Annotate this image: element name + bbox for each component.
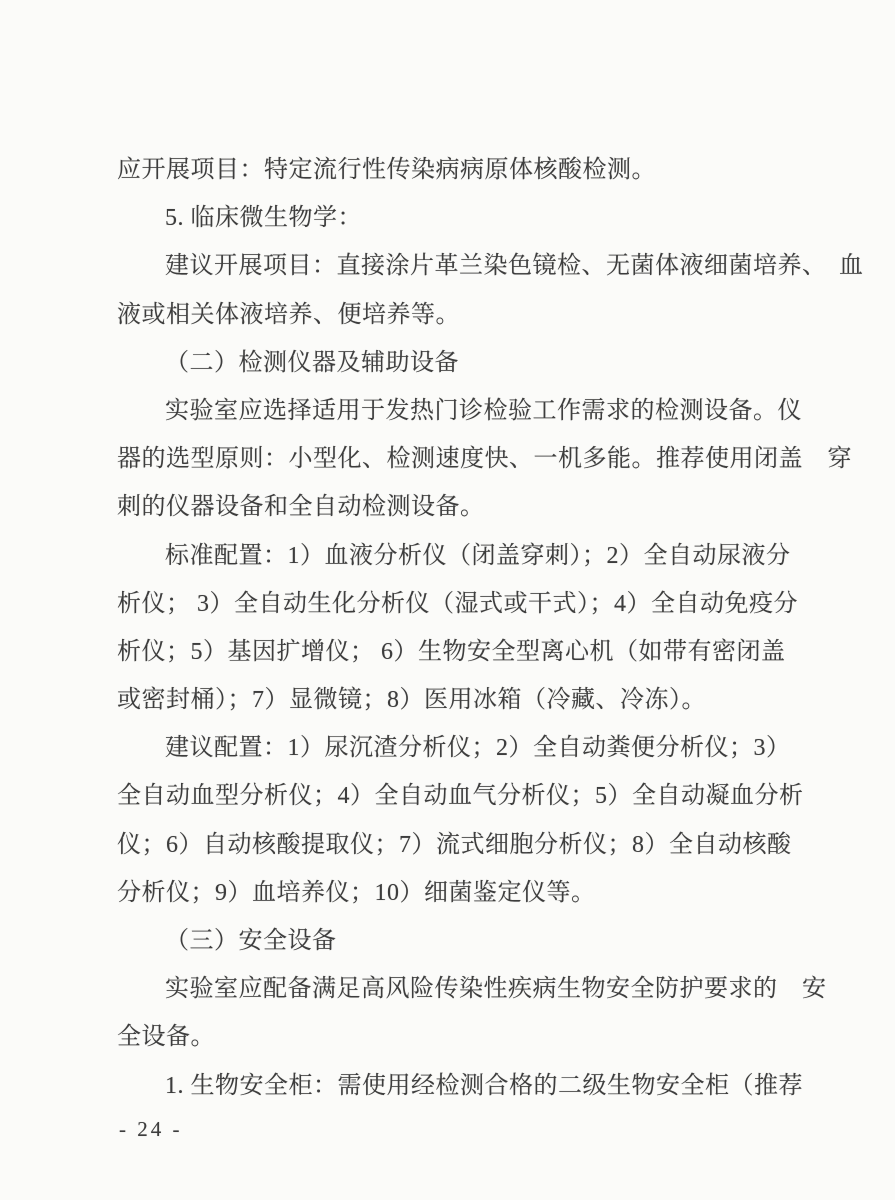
text-line: 1. 生物安全柜：需使用经检测合格的二级生物安全柜（推荐 bbox=[165, 1072, 803, 1099]
text-line: （二）检测仪器及辅助设备 bbox=[165, 349, 459, 376]
text-line: 液或相关体液培养、便培养等。 bbox=[117, 301, 460, 328]
text-line: 分析仪；9）血培养仪；10）细菌鉴定仪等。 bbox=[117, 879, 596, 906]
text-line: 应开展项目：特定流行性传染病病原体核酸检测。 bbox=[117, 157, 656, 183]
document-body bbox=[117, 146, 864, 1110]
text-line: 析仪；5）基因扩增仪； 6）生物安全型离心机（如带有密闭盖 bbox=[117, 638, 786, 665]
text-line: 实验室应配备满足高风险传染性疾病生物安全防护要求的 安 bbox=[165, 976, 827, 1003]
text-line: 器的选型原则：小型化、检测速度快、一机多能。推荐使用闭盖 穿 bbox=[117, 446, 852, 473]
text-line: （三）安全设备 bbox=[165, 928, 337, 954]
text-line: 实验室应选择适用于发热门诊检验工作需求的检测设备。仪 bbox=[165, 397, 802, 424]
text-line: 标准配置：1）血液分析仪（闭盖穿刺）；2）全自动尿液分 bbox=[165, 542, 791, 569]
text-line: 建议配置：1）尿沉渣分析仪；2）全自动粪便分析仪；3） bbox=[165, 735, 791, 762]
page-number: - 24 - bbox=[119, 1117, 183, 1141]
text-line: 全设备。 bbox=[117, 1024, 215, 1051]
text-line: 或密封桶）；7）显微镜；8）医用冰箱（冷藏、冷冻）。 bbox=[117, 687, 706, 714]
text-line: 全自动血型分析仪；4）全自动血气分析仪；5）全自动凝血分析 bbox=[117, 783, 804, 810]
text-line: 仪；6）自动核酸提取仪；7）流式细胞分析仪；8）全自动核酸 bbox=[117, 831, 792, 858]
text-line: 刺的仪器设备和全自动检测设备。 bbox=[117, 494, 485, 521]
text-line: 析仪； 3）全自动生化分析仪（湿式或干式）；4）全自动免疫分 bbox=[117, 590, 798, 617]
text-line: 5. 临床微生物学： bbox=[165, 205, 362, 232]
text-line: 建议开展项目：直接涂片革兰染色镜检、无菌体液细菌培养、 血 bbox=[165, 253, 864, 280]
